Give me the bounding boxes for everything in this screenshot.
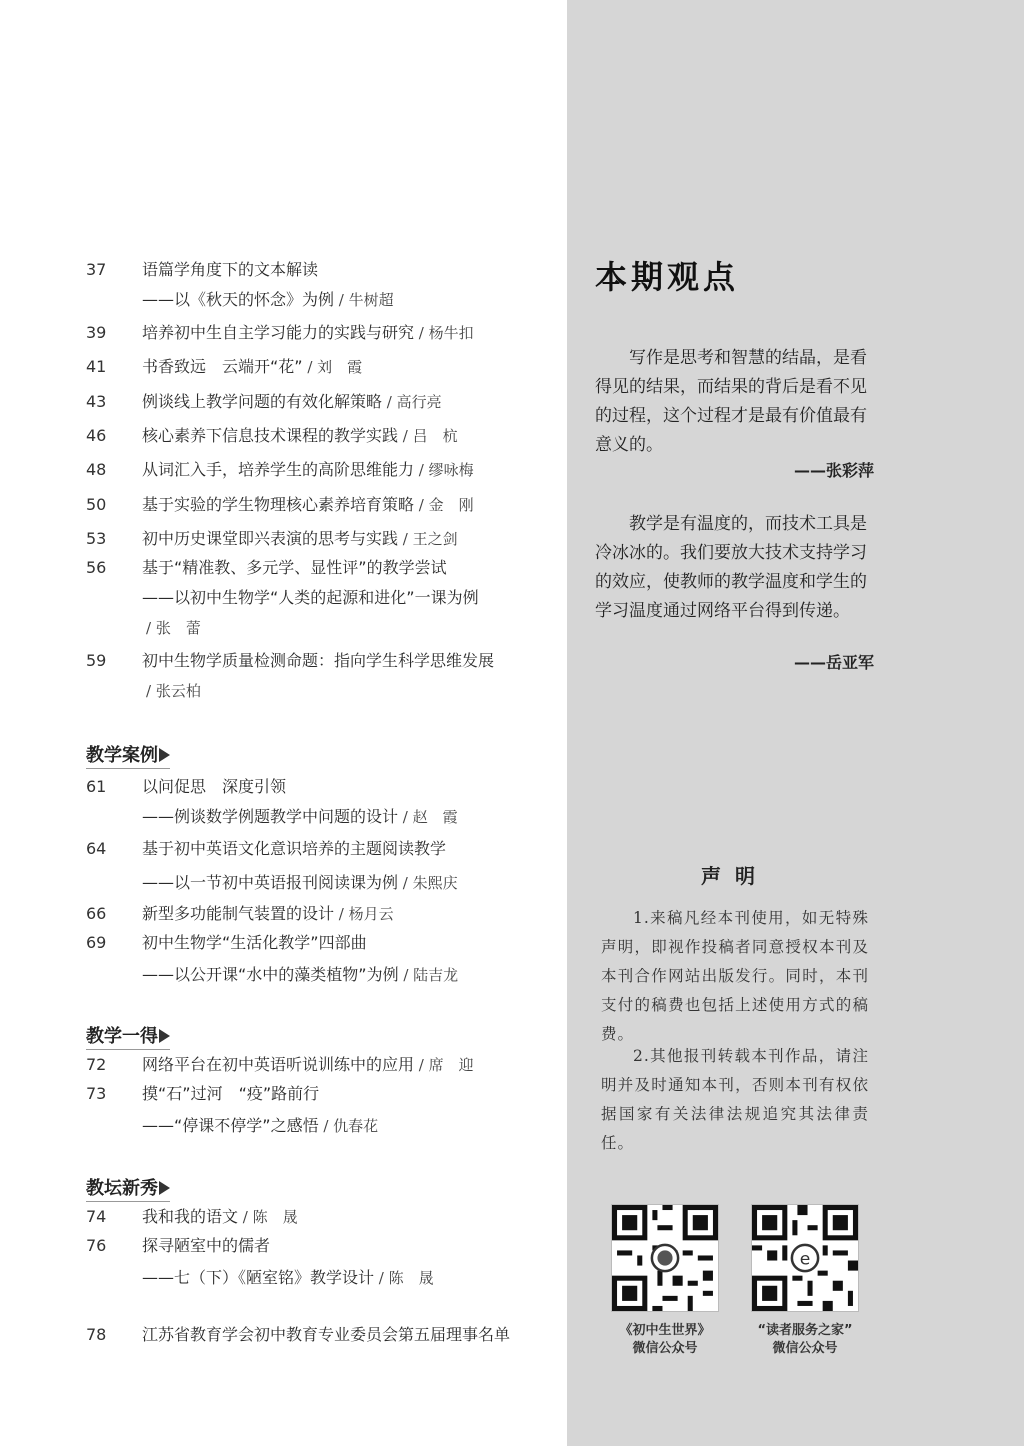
toc-entry-39[interactable] (0, 318, 567, 348)
page-number: 76 (86, 1236, 107, 1255)
toc-entry-50[interactable] (0, 490, 567, 520)
page-number: 37 (86, 260, 107, 279)
page-number: 48 (86, 460, 107, 479)
article-author: / 席 迎 (414, 1056, 474, 1074)
article-title: 基于初中英语文化意识培养的主题阅读教学 (142, 839, 447, 858)
declaration-text: 1.来稿凡经本刊使用，如无特殊声明，即视作投稿者同意授权本刊及本刊合作网站出版发行。同时，本刊支付的稿费也包括上述使用方式的稿费。 (601, 909, 869, 1043)
page-number: 50 (86, 495, 107, 514)
qr-caption (595, 1322, 735, 1358)
page-number: 78 (86, 1325, 107, 1344)
qr-caption-line2: 微信公众号 (772, 1341, 838, 1356)
declaration-text: 2.其他报刊转载本刊作品，请注明并及时通知本刊，否则本刊有权依据国家有关法律法规追究其法律责任。 (601, 1047, 869, 1152)
page-number: 46 (86, 426, 107, 445)
article-author: / 仇春花 (318, 1117, 379, 1135)
article-author: / 朱熙庆 (398, 874, 458, 892)
quote-attribution: ——张彩萍 (793, 461, 874, 480)
toc-entry-69[interactable] (0, 928, 567, 990)
toc-entry-73[interactable] (0, 1079, 567, 1141)
article-subtitle: ——以《秋天的怀念》为例 (142, 290, 335, 309)
page-number: 59 (86, 651, 107, 670)
article-title: 基于“精准教、多元学、显性评”的教学尝试 (142, 558, 447, 577)
qr-code-icon[interactable] (611, 1204, 719, 1312)
article-title: 摸“石”过河 “疫”路前行 (142, 1084, 320, 1103)
article-author: / 刘 霞 (302, 358, 363, 376)
article-author: / 陈 晟 (374, 1269, 434, 1287)
article-author: / 张云柏 (146, 682, 201, 700)
section-title: 教学案例 (86, 745, 158, 766)
triangle-right-icon (159, 1029, 170, 1043)
quote-attribution: ——岳亚军 (793, 653, 874, 672)
article-title: 例谈线上教学问题的有效化解策略 (142, 392, 383, 411)
section-header-teaching-cases[interactable] (86, 745, 170, 769)
qr-caption-line2: 微信公众号 (632, 1341, 698, 1356)
article-author: / 高行亮 (382, 393, 442, 411)
article-title: 从词汇入手，培养学生的高阶思维能力 (142, 460, 415, 479)
quote-text: 写作是思考和智慧的结晶，是看得见的结果，而结果的背后是看不见的过程，这个过程才是最有价值最有意义的。 (595, 348, 867, 455)
toc-entry-37[interactable] (0, 255, 567, 315)
article-subtitle: ——“停课不停学”之感悟 (142, 1116, 319, 1135)
page-number: 64 (86, 839, 107, 858)
toc-entry-46[interactable] (0, 421, 567, 451)
declaration-title: 声明 (701, 864, 769, 888)
article-subtitle: ——以公开课“水中的藻类植物”为例 (142, 965, 399, 984)
toc-entry-74[interactable] (0, 1202, 567, 1232)
article-title: 初中生物学“生活化教学”四部曲 (142, 933, 367, 952)
triangle-right-icon (159, 748, 170, 762)
article-title: 网络平台在初中英语听说训练中的应用 (142, 1055, 415, 1074)
article-subtitle: ——以一节初中英语报刊阅读课为例 (142, 873, 399, 892)
toc-entry-41[interactable] (0, 352, 567, 382)
article-title: 我和我的语文 (142, 1207, 239, 1226)
qr-code-icon[interactable] (751, 1204, 859, 1312)
article-title: 核心素养下信息技术课程的教学实践 (142, 426, 399, 445)
toc-entry-59[interactable] (0, 646, 567, 706)
page-number: 43 (86, 392, 107, 411)
page-number: 61 (86, 777, 107, 796)
toc-entry-64[interactable] (0, 834, 567, 898)
article-subtitle: ——七（下）《陋室铭》教学设计 (142, 1268, 375, 1287)
article-title: 语篇学角度下的文本解读 (142, 260, 319, 279)
section-title: 教学一得 (86, 1026, 158, 1047)
page-number: 41 (86, 357, 107, 376)
article-author: / 张 蕾 (146, 619, 201, 637)
qr-block-1[interactable] (595, 1204, 735, 1358)
article-author: / 陈 晟 (238, 1208, 298, 1226)
toc-entry-66[interactable] (0, 899, 567, 929)
toc-entry-78[interactable] (0, 1320, 567, 1350)
page-number: 73 (86, 1084, 107, 1103)
article-title: 培养初中生自主学习能力的实践与研究 (142, 323, 415, 342)
toc-entry-56[interactable] (0, 553, 567, 643)
article-author: / 缪咏梅 (414, 461, 474, 479)
svg-text:e: e (799, 1249, 811, 1270)
triangle-right-icon (159, 1181, 170, 1195)
page-number: 74 (86, 1207, 107, 1226)
toc-entry-43[interactable] (0, 387, 567, 417)
declaration-paragraph-2 (601, 1042, 869, 1158)
article-subtitle: ——以初中生物学“人类的起源和进化”一课为例 (142, 588, 479, 607)
qr-block-2[interactable] (735, 1204, 875, 1358)
toc-entry-61[interactable] (0, 772, 567, 832)
article-title: 基于实验的学生物理核心素养培育策略 (142, 495, 415, 514)
sidebar-panel (567, 0, 1024, 1446)
quote-block-2 (595, 510, 875, 626)
article-title: 探寻陋室中的儒者 (142, 1236, 271, 1255)
article-title: 书香致远 云端开“花” (142, 357, 303, 376)
declaration-paragraph-1 (601, 904, 869, 1049)
viewpoint-title: 本期观点 (595, 258, 740, 296)
toc-entry-72[interactable] (0, 1050, 567, 1080)
page-number: 53 (86, 529, 107, 548)
page-number: 72 (86, 1055, 107, 1074)
article-author: / 杨月云 (334, 905, 394, 923)
quote-text: 教学是有温度的，而技术工具是冷冰冰的。我们要放大技术支持学习的效应，使教师的教学温度和学生的学习温度通过网络平台得到传递。 (595, 514, 867, 621)
article-author: / 金 刚 (414, 496, 474, 514)
article-title: 以问促思 深度引领 (142, 777, 287, 796)
article-title: 江苏省教育学会初中教育专业委员会第五届理事名单 (142, 1325, 511, 1344)
article-author: / 王之剑 (398, 530, 458, 548)
section-header-teaching-gains[interactable] (86, 1026, 170, 1050)
article-author: / 吕 杭 (398, 427, 458, 445)
page-number: 56 (86, 558, 107, 577)
article-subtitle: ——例谈数学例题教学中问题的设计 (142, 807, 399, 826)
qr-caption-line1: “读者服务之家” (757, 1323, 853, 1338)
article-title: 初中历史课堂即兴表演的思考与实践 (142, 529, 399, 548)
page-number: 69 (86, 933, 107, 952)
page-number: 66 (86, 904, 107, 923)
toc-entry-53[interactable] (0, 524, 567, 554)
qr-caption (735, 1322, 875, 1358)
article-author: / 赵 霞 (398, 808, 458, 826)
toc-entry-76[interactable] (0, 1231, 567, 1293)
section-header-new-talents[interactable] (86, 1178, 170, 1202)
section-title: 教坛新秀 (86, 1178, 158, 1199)
qr-caption-line1: 《初中生世界》 (619, 1323, 711, 1338)
page-number: 39 (86, 323, 107, 342)
article-author: / 陆吉龙 (398, 966, 459, 984)
toc-entry-48[interactable] (0, 455, 567, 485)
article-author: / 牛树超 (334, 291, 394, 309)
article-title: 初中生物学质量检测命题：指向学生科学思维发展 (142, 651, 495, 670)
quote-block-1 (595, 344, 875, 460)
article-title: 新型多功能制气装置的设计 (142, 904, 335, 923)
article-author: / 杨牛扣 (414, 324, 474, 342)
